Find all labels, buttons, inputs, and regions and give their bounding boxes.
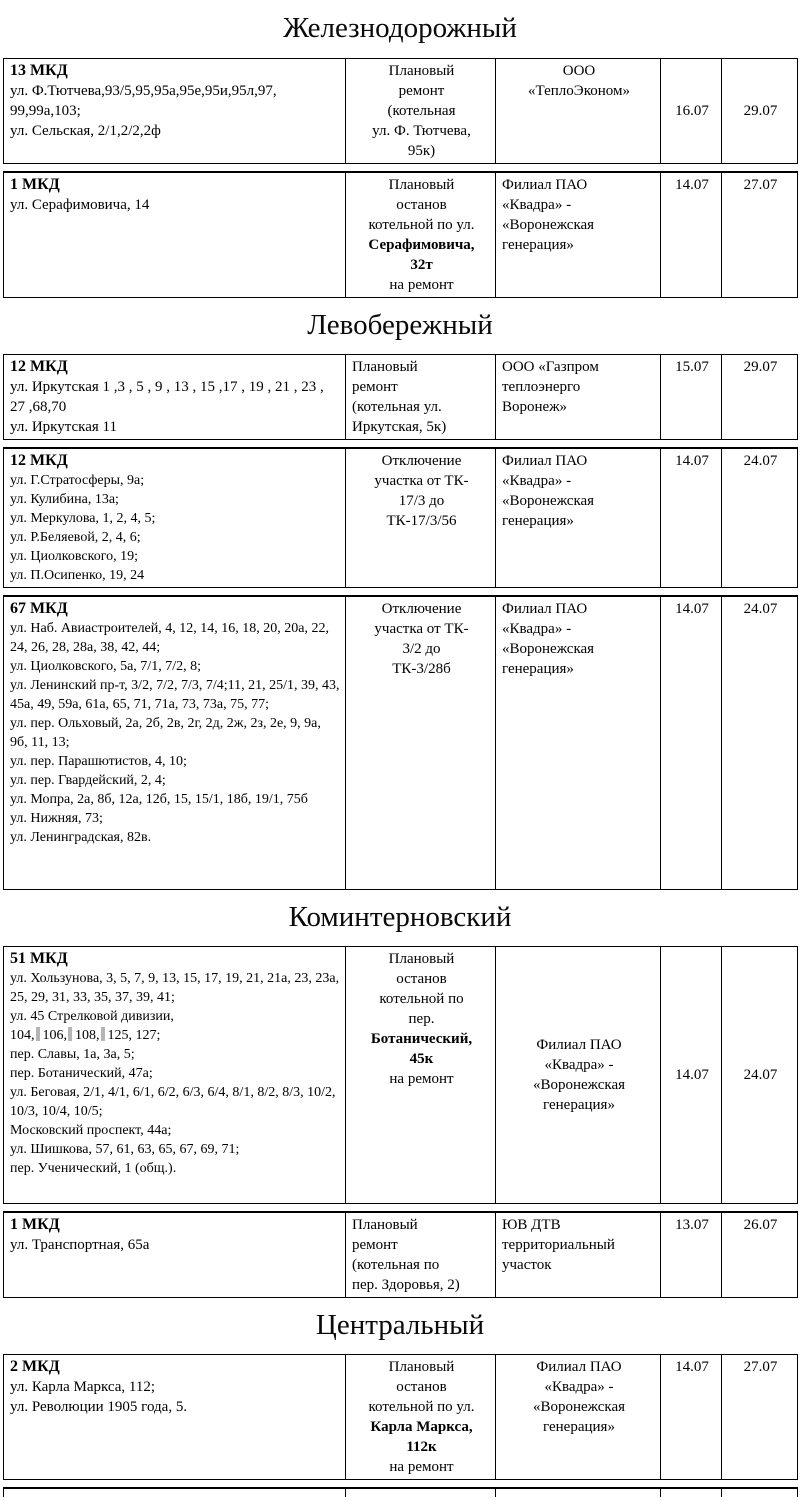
work-type-line: ТК-3/28б (392, 661, 451, 677)
organization-cell (496, 448, 661, 588)
organization-line: Филиал ПАО (502, 177, 588, 193)
work-type-cell (346, 946, 496, 1203)
addresses-cell (4, 596, 346, 889)
end-date: 27.07 (743, 177, 778, 193)
schedule-row (3, 58, 798, 164)
organization-cell (496, 1355, 661, 1480)
work-type-line: котельной по ул. (368, 217, 475, 233)
address-line: ул. Шишкова, 57, 61, 63, 65, 67, 69, 71; (10, 1141, 240, 1157)
address-line: ул. Ленинский пр-т, 3/2, 7/2, 7/3, 7/4;11, 21, 25/1, 39, 43, 45а, 49, 59а, 61а, 65, 71, 71а, 73, 73а, 75, 77; (10, 678, 340, 712)
work-type-line: Плановый (388, 1359, 455, 1375)
end-date: 27.07 (743, 1359, 778, 1375)
end-date-cell (722, 172, 798, 298)
address-line: ул. Р.Беляевой, 2, 4, 6; (10, 530, 141, 545)
organization-line: Филиал ПАО (536, 1036, 622, 1053)
end-date-cell (722, 448, 798, 588)
address-segment: 108, (75, 1027, 100, 1043)
address-line: ул. Наб. Авиастроителей, 4, 12, 14, 16, 18, 20, 20а, 22, 24, 26, 28, 28а, 38, 42, 44; (10, 621, 329, 655)
start-date-cell (661, 1488, 722, 1497)
address-line: ул. П.Осипенко, 19, 24 (10, 568, 145, 583)
mkd-count: 13 МКД (10, 62, 68, 79)
organization-line: «Воронежская (532, 1076, 626, 1093)
work-type-line: Плановый (388, 950, 455, 967)
address-line: пер. Ботанический, 47а; (10, 1065, 153, 1081)
organization-line: генерация» (543, 1419, 615, 1435)
end-date: 24.07 (743, 1066, 778, 1083)
organization-line: территориальный (502, 1236, 615, 1253)
organization-cell (496, 1488, 661, 1497)
end-date-cell (722, 355, 798, 440)
work-type-line: Карла Маркса, (370, 1419, 473, 1435)
start-date: 14.07 (675, 1359, 709, 1375)
work-type-line: останов (396, 1379, 447, 1395)
start-date-cell (661, 1212, 722, 1298)
start-date: 13.07 (675, 1216, 709, 1233)
section-title-tsentralny: Центральный (315, 1309, 485, 1341)
schedule-row (3, 171, 798, 298)
address-line: ул. Циолковского, 5а, 7/1, 7/2, 8; (10, 659, 201, 674)
organization-line: «Воронежская (502, 217, 595, 233)
work-type-line: ремонт (352, 379, 398, 395)
organization-cell (496, 355, 661, 440)
address-line: ул. Хользунова, 3, 5, 7, 9, 13, 15, 17, 19, 21, 21а, 23, 23а, 25, 29, 31, 33, 35, 37, 39, 41; (10, 970, 340, 1005)
address-line: ул. Ф.Тютчева,93/5,95,95а,95е,95и,95л,97, 99,99а,103; (10, 83, 277, 119)
work-type-line: ремонт (398, 83, 445, 99)
work-type-line: на ремонт (389, 277, 454, 293)
schedule-row (3, 595, 798, 890)
mkd-count: 12 МКД (10, 452, 68, 469)
address-line: ул. Серафимовича, 14 (10, 197, 150, 213)
selection-mark (68, 1027, 72, 1041)
addresses-cell (4, 448, 346, 588)
addresses-cell (4, 59, 346, 164)
work-type-line: Плановый (388, 177, 455, 193)
address-line: ул. Иркутская 11 (10, 419, 117, 435)
end-date-cell (722, 1488, 798, 1497)
start-date-cell (661, 596, 722, 889)
organization-line: генерация» (502, 661, 574, 677)
address-line: ул. Революции 1905 года, 5. (10, 1399, 188, 1415)
organization-line: «Квадра» - (544, 1056, 614, 1073)
address-line: ул. Нижняя, 73; (10, 811, 103, 826)
organization-line: Филиал ПАО (502, 453, 588, 469)
address-line: ул. Кулибина, 13а; (10, 492, 119, 507)
work-type-line: ТК-17/3/56 (386, 513, 457, 529)
organization-line: «Квадра» - (502, 197, 572, 213)
organization-line: ООО «Газпром (502, 359, 599, 375)
section-title-zheleznodorozhny: Железнодорожный (283, 12, 517, 44)
organization-line: «Квадра» - (544, 1379, 614, 1395)
work-type-line: 3/2 до (402, 641, 441, 657)
work-type-line: 112к (406, 1439, 437, 1455)
start-date-cell (661, 448, 722, 588)
work-type-line: 32т (410, 257, 433, 273)
address-line: ул. Мопра, 2а, 8б, 12а, 12б, 15, 15/1, 18б, 19/1, 75б (10, 792, 308, 807)
addresses-cell (4, 172, 346, 298)
end-date: 24.07 (743, 453, 778, 469)
schedule-row (3, 946, 798, 1204)
address-line: ул. Ленинградская, 82в. (10, 830, 152, 845)
work-type-line: на ремонт (389, 1070, 454, 1087)
addresses-cell (4, 355, 346, 440)
end-date-cell (722, 596, 798, 889)
start-date: 14.07 (675, 601, 709, 617)
start-date: 14.07 (675, 1066, 709, 1083)
address-line: ул. пер. Ольховый, 2а, 2б, 2в, 2г, 2д, 2ж, 2з, 2е, 9, 9а, 9б, 11, 13; (10, 716, 321, 750)
start-date-cell (661, 1355, 722, 1480)
work-type-line: ремонт (352, 1236, 398, 1253)
organization-line: теплоэнерго (502, 379, 581, 395)
end-date: 29.07 (743, 103, 778, 119)
mkd-count: 2 МКД (10, 1358, 60, 1375)
address-line: Московский проспект, 44а; (10, 1122, 172, 1138)
address-line: ул. пер. Гвардейский, 2, 4; (10, 773, 166, 788)
selection-mark (101, 1027, 105, 1041)
work-type-line: Серафимовича, (368, 237, 475, 253)
mkd-count: 1 МКД (10, 1215, 60, 1233)
schedule-row (3, 354, 798, 440)
organization-line: Филиал ПАО (502, 601, 588, 617)
work-type-line: Отключение (381, 601, 462, 617)
work-type-line: на ремонт (389, 1459, 454, 1475)
organization-line: Воронеж» (502, 399, 568, 415)
address-line: ул. Иркутская 1 ,3 , 5 , 9 , 13 , 15 ,17 , 19 , 21 , 23 , 27 ,68,70 (10, 379, 324, 415)
work-type-line: Плановый (352, 359, 418, 375)
work-type-line: (котельная (387, 103, 456, 119)
start-date: 14.07 (675, 453, 709, 469)
address-line: ул. Транспортная, 65а (10, 1236, 150, 1253)
address-line: ул. Сельская, 2/1,2/2,2ф (10, 123, 161, 139)
addresses-cell (4, 946, 346, 1203)
schedule-row (3, 1354, 798, 1480)
addresses-cell (4, 1212, 346, 1298)
work-type-line: участка от ТК- (374, 621, 469, 637)
section-title-levoberezhny: Левобережный (307, 309, 493, 341)
organization-line: Филиал ПАО (536, 1359, 622, 1375)
organization-line: ООО (562, 63, 596, 79)
work-type-line: пер. (408, 1010, 435, 1027)
work-type-line: 45к (409, 1050, 434, 1067)
organization-line: ЮВ ДТВ (502, 1216, 561, 1233)
end-date-cell (722, 1355, 798, 1480)
organization-line: «Квадра» - (502, 621, 572, 637)
work-type-cell (346, 59, 496, 164)
organization-cell (496, 59, 661, 164)
work-type-cell (346, 596, 496, 889)
organization-cell (496, 596, 661, 889)
address-line: ул. 45 Стрелковой дивизии, (10, 1008, 174, 1024)
organization-cell (496, 946, 661, 1203)
start-date-cell (661, 172, 722, 298)
start-date-cell (661, 355, 722, 440)
work-type-cell (346, 172, 496, 298)
address-line: ул. Меркулова, 1, 2, 4, 5; (10, 511, 156, 526)
address-line: ул. Циолковского, 19; (10, 549, 138, 564)
start-date: 15.07 (675, 359, 709, 375)
end-date: 24.07 (743, 601, 778, 617)
address-line: пер. Славы, 1а, 3а, 5; (10, 1046, 135, 1062)
work-type-line: участка от ТК- (374, 473, 469, 489)
work-type-line: останов (396, 970, 447, 987)
work-type-line: ул. Ф. Тютчева, (372, 123, 471, 139)
address-line: ул. Беговая, 2/1, 4/1, 6/1, 6/2, 6/3, 6/4, 8/1, 8/2, 8/3, 10/2, 10/3, 10/4, 10/5; (10, 1084, 336, 1119)
work-type-line: Плановый (352, 1216, 418, 1233)
mkd-count: 51 МКД (10, 949, 68, 967)
end-date-cell (722, 59, 798, 164)
address-line-segments (10, 1026, 341, 1045)
work-type-line: котельной по (379, 990, 464, 1007)
address-segment: 106, (42, 1027, 67, 1043)
addresses-cell (4, 1488, 346, 1497)
organization-line: генерация» (502, 513, 574, 529)
work-type-cell (346, 1488, 496, 1497)
mkd-count: 67 МКД (10, 600, 68, 617)
end-date: 26.07 (743, 1216, 778, 1233)
section-title-kominternovsky: Коминтерновский (288, 900, 512, 933)
work-type-line: котельной по ул. (368, 1399, 475, 1415)
end-date-cell (722, 1212, 798, 1298)
work-type-line: останов (396, 197, 447, 213)
work-type-line: Иркутская, 5к) (352, 419, 447, 435)
organization-line: «Воронежская (532, 1399, 626, 1415)
work-type-line: 95к) (407, 143, 436, 159)
selection-mark (36, 1027, 40, 1041)
organization-line: «Воронежская (502, 641, 595, 657)
organization-line: «Квадра» - (502, 473, 572, 489)
work-type-line: (котельная по (352, 1256, 440, 1273)
work-type-line: Отключение (381, 453, 462, 469)
organization-cell (496, 1212, 661, 1298)
address-line: ул. пер. Парашютистов, 4, 10; (10, 754, 187, 769)
end-date-cell (722, 946, 798, 1203)
partial-row (3, 1487, 798, 1497)
address-segment: 104, (10, 1027, 35, 1043)
organization-line: участок (502, 1256, 552, 1273)
start-date-cell (661, 59, 722, 164)
organization-line: «Воронежская (502, 493, 595, 509)
start-date: 16.07 (675, 103, 709, 119)
work-type-line: пер. Здоровья, 2) (352, 1276, 460, 1293)
work-type-line: Плановый (388, 63, 455, 79)
work-type-line: 17/3 до (398, 493, 445, 509)
address-line: ул. Карла Маркса, 112; (10, 1379, 156, 1395)
start-date-cell (661, 946, 722, 1203)
organization-cell (496, 172, 661, 298)
work-type-cell (346, 1212, 496, 1298)
organization-line: генерация» (502, 237, 574, 253)
work-type-cell (346, 1355, 496, 1480)
schedule-row (3, 1211, 798, 1299)
schedule-row (3, 447, 798, 588)
work-type-cell (346, 448, 496, 588)
work-type-line: (котельная ул. (352, 399, 442, 415)
work-type-line: Ботанический, (370, 1030, 473, 1047)
work-type-cell (346, 355, 496, 440)
mkd-count: 1 МКД (10, 176, 60, 193)
end-date: 29.07 (743, 359, 778, 375)
start-date: 14.07 (675, 177, 709, 193)
addresses-cell (4, 1355, 346, 1480)
address-line: ул. Г.Стратосферы, 9а; (10, 473, 145, 488)
organization-line: «ТеплоЭконом» (528, 83, 630, 99)
organization-line: генерация» (543, 1096, 615, 1113)
mkd-count: 12 МКД (10, 358, 68, 375)
address-line: пер. Ученический, 1 (общ.). (10, 1160, 177, 1176)
address-segment: 125, 127; (107, 1027, 161, 1043)
